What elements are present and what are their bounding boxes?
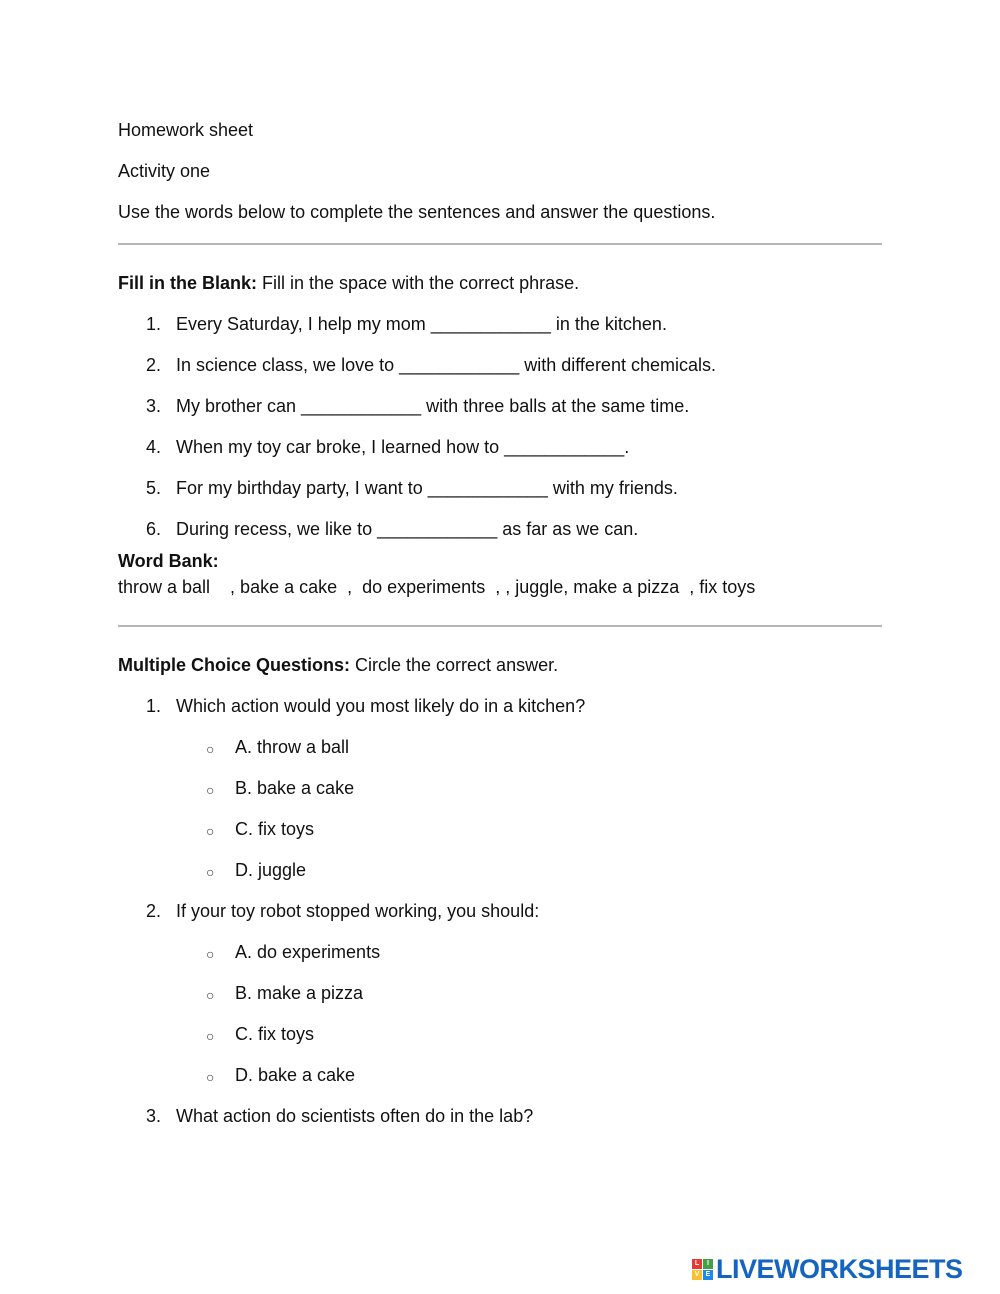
instructions-text: Use the words below to complete the sentences and answer the questions.	[118, 202, 716, 222]
mc-question	[118, 897, 882, 938]
option-text: B. bake a cake	[235, 778, 355, 798]
item-number: 6.	[146, 519, 162, 539]
worksheet-title: Homework sheet	[118, 120, 254, 140]
item-number: 3.	[146, 396, 162, 416]
answer-option[interactable]	[118, 815, 882, 856]
question-text: If your toy robot stopped working, you should:	[176, 901, 540, 921]
fill-in-item	[118, 310, 882, 351]
fill-in-heading: Fill in the Blank:	[118, 273, 258, 293]
liveworksheets-mark-icon	[692, 1259, 713, 1280]
mc-instruction: Circle the correct answer.	[350, 655, 559, 675]
circle-bullet-icon: ○	[206, 864, 215, 880]
fill-in-heading-line	[118, 269, 882, 310]
fill-in-sentence: For my birthday party, I want to ____________ with my friends.	[176, 478, 678, 498]
fill-in-item	[118, 351, 882, 392]
option-text: A. do experiments	[235, 942, 381, 962]
circle-bullet-icon: ○	[206, 741, 215, 757]
question-number: 2.	[146, 901, 162, 921]
item-number: 1.	[146, 314, 162, 334]
answer-option[interactable]	[118, 979, 882, 1020]
option-text: B. make a pizza	[235, 983, 364, 1003]
circle-bullet-icon: ○	[206, 823, 215, 839]
liveworksheets-logo[interactable]	[692, 1252, 992, 1286]
mc-question	[118, 1102, 882, 1143]
circle-bullet-icon: ○	[206, 946, 215, 962]
mc-heading: Multiple Choice Questions:	[118, 655, 351, 675]
fill-in-sentence: During recess, we like to ____________ as far as we can.	[176, 519, 639, 539]
answer-option[interactable]	[118, 774, 882, 815]
circle-bullet-icon: ○	[206, 782, 215, 798]
fill-in-list	[118, 310, 882, 549]
item-number: 4.	[146, 437, 162, 457]
word-bank-heading: Word Bank:	[118, 551, 219, 571]
mc-heading-line	[118, 651, 882, 692]
fill-in-item	[118, 515, 882, 549]
activity-label: Activity one	[118, 161, 211, 181]
logo-mark-cell: L	[692, 1259, 702, 1269]
word-bank-list: throw a ball , bake a cake , do experiments , , juggle, make a pizza , fix toys	[118, 577, 756, 597]
mc-question	[118, 692, 882, 733]
answer-option[interactable]	[118, 733, 882, 774]
question-number: 3.	[146, 1106, 162, 1126]
fill-in-sentence: My brother can ____________ with three balls at the same time.	[176, 396, 690, 416]
logo-mark-cell: I	[703, 1259, 713, 1269]
answer-option[interactable]	[118, 938, 882, 979]
circle-bullet-icon: ○	[206, 1028, 215, 1044]
circle-bullet-icon: ○	[206, 987, 215, 1003]
answer-option[interactable]	[118, 1061, 882, 1102]
option-text: D. juggle	[235, 860, 307, 880]
fill-in-sentence: When my toy car broke, I learned how to ____________.	[176, 437, 630, 457]
option-text: C. fix toys	[235, 1024, 315, 1044]
option-text: D. bake a cake	[235, 1065, 356, 1085]
answer-option[interactable]	[118, 856, 882, 897]
logo-mark-cell: V	[692, 1270, 702, 1280]
item-number: 2.	[146, 355, 162, 375]
circle-bullet-icon: ○	[206, 1069, 215, 1085]
option-text: A. throw a ball	[235, 737, 350, 757]
logo-text: LIVEWORKSHEETS	[716, 1253, 963, 1284]
fill-in-item	[118, 392, 882, 433]
fill-in-instruction: Fill in the space with the correct phrase.	[257, 273, 580, 293]
question-text: What action do scientists often do in the lab?	[176, 1106, 534, 1126]
logo-mark-cell: E	[703, 1270, 713, 1280]
fill-in-sentence: Every Saturday, I help my mom ____________ in the kitchen.	[176, 314, 667, 334]
question-number: 1.	[146, 696, 162, 716]
answer-option[interactable]	[118, 1020, 882, 1061]
fill-in-item	[118, 433, 882, 474]
fill-in-item	[118, 474, 882, 515]
section-divider	[118, 243, 882, 245]
item-number: 5.	[146, 478, 162, 498]
section-divider	[118, 625, 882, 627]
worksheet-page	[118, 116, 882, 1143]
question-text: Which action would you most likely do in a kitchen?	[176, 696, 586, 716]
fill-in-sentence: In science class, we love to ____________ with different chemicals.	[176, 355, 716, 375]
option-text: C. fix toys	[235, 819, 315, 839]
